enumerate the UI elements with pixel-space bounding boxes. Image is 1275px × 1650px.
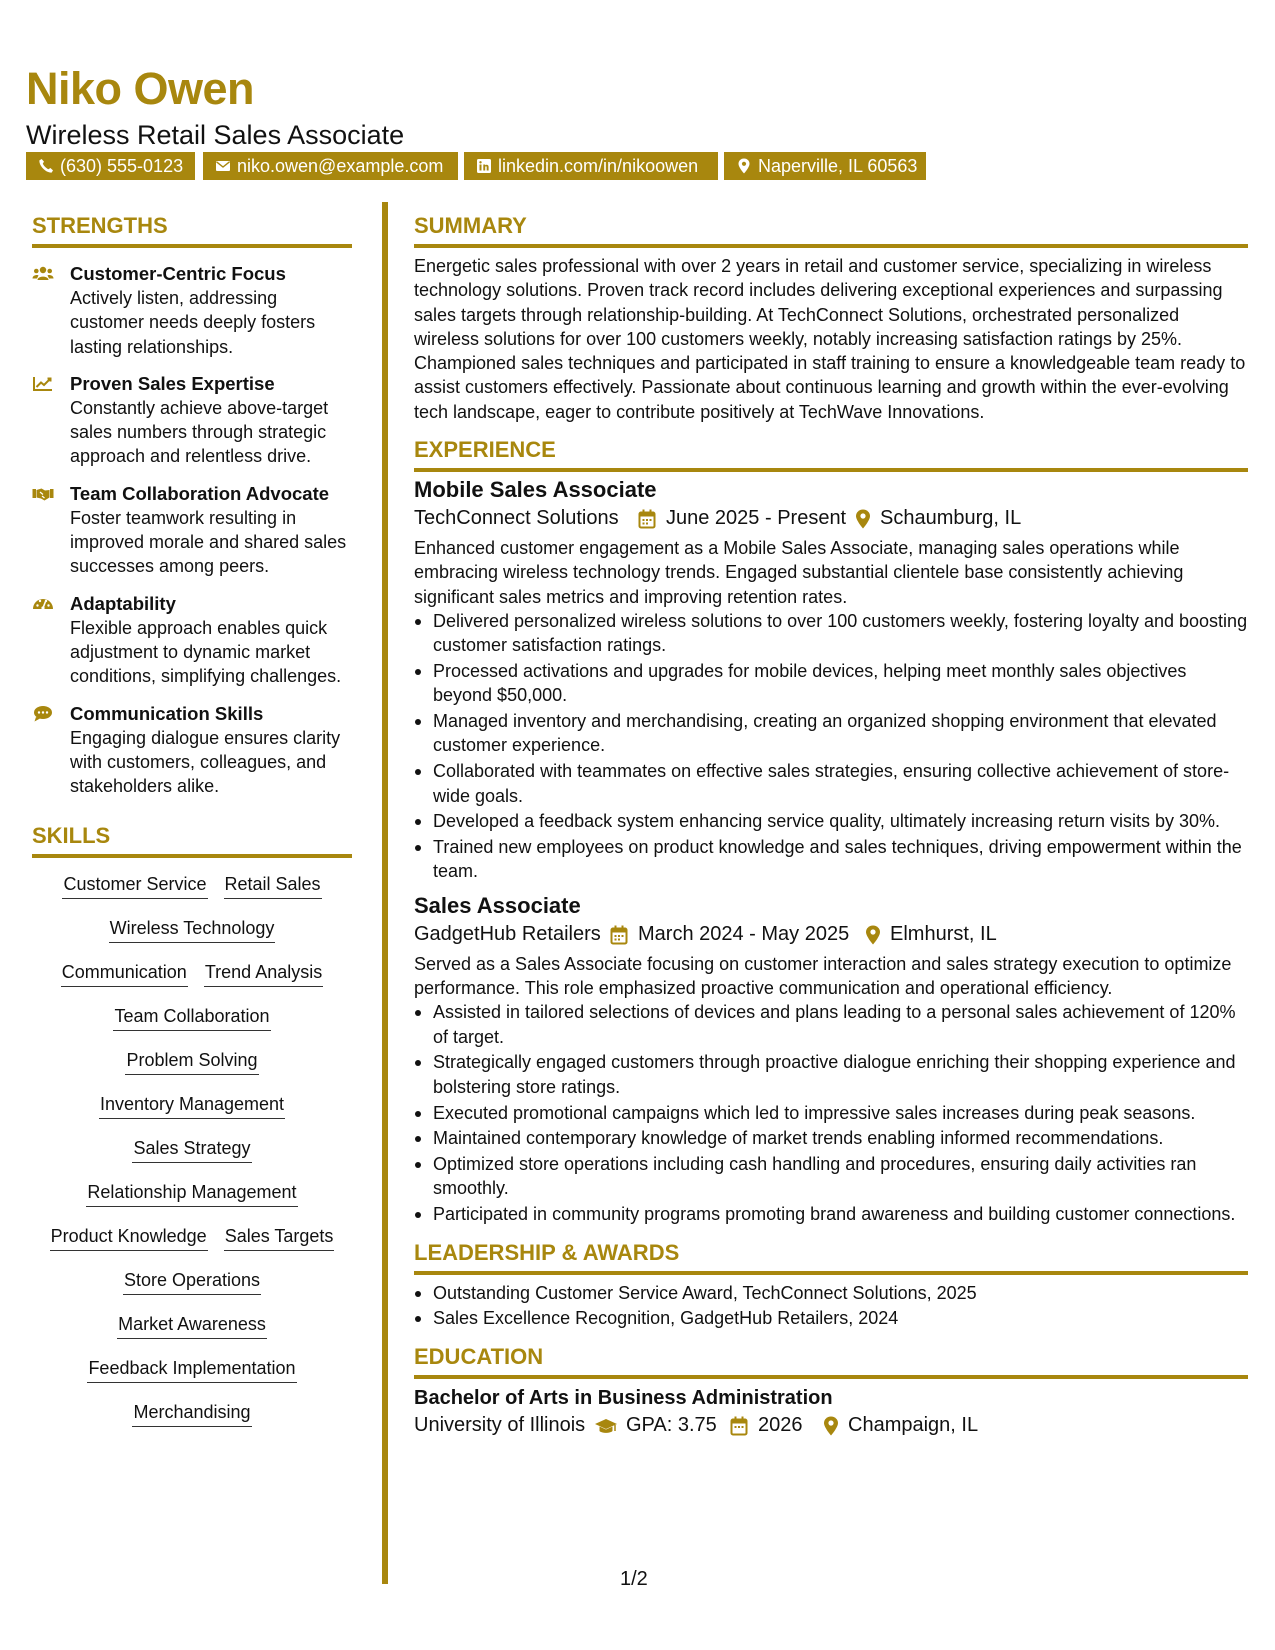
strengths-list [32,262,352,798]
job-location: Schaumburg, IL [880,507,1022,530]
job-title: Sales Associate [414,892,581,918]
strength-title: Customer-Centric Focus [70,263,286,284]
job-bullet: Executed promotional campaigns which led to impressive sales increases during peak seasons. [414,1101,1248,1125]
job-bullet: Strategically engaged customers through proactive dialogue enriching their shopping experience and bolstering store ratings. [414,1050,1248,1099]
contact-email-text: niko.owen@example.com [237,156,444,176]
skills-list [32,872,352,1444]
job-entry [414,476,1248,884]
calendar-icon [638,509,656,529]
strength-item [32,482,352,579]
strength-description: Actively listen, addressing customer needs deeply fosters lasting relationships. [70,288,316,357]
job-bullet: Collaborated with teammates on effective sales strategies, ensuring collective achievement of store-wide goals. [414,759,1248,808]
location-pin-icon [854,509,872,529]
skill-tag: Retail Sales [224,872,322,899]
location-pin-icon [864,925,882,945]
job-bullet: Trained new employees on product knowledge and sales techniques, driving empowerment within the team. [414,835,1248,884]
skills-heading: SKILLS [32,822,352,858]
contact-phone[interactable] [26,152,195,180]
job-description: Served as a Sales Associate focusing on customer interaction and sales strategy execution to optimize performance. This role emphasized proactive communication and operational efficiency. [414,953,1232,999]
education-meta [414,1411,1248,1441]
summary-heading: SUMMARY [414,212,1248,248]
skill-tag: Sales Targets [224,1224,335,1251]
job-title: Mobile Sales Associate [414,477,657,503]
chart-line-icon [32,375,54,393]
job-company: TechConnect Solutions [414,507,619,530]
job-dates: March 2024 - May 2025 [638,922,850,945]
envelope-icon [215,158,231,174]
calendar-icon [610,925,628,945]
job-entry [414,892,1248,1227]
strength-title: Communication Skills [70,702,264,724]
contact-location[interactable] [724,152,926,180]
gauge-icon [32,595,54,613]
strength-title: Proven Sales Expertise [70,372,275,394]
skill-tag: Sales Strategy [132,1136,251,1163]
job-bullets [414,609,1248,884]
skill-tag: Inventory Management [99,1092,285,1119]
strength-description: Foster teamwork resulting in improved morale and shared sales successes among peers. [70,507,347,577]
candidate-name: Niko Owen [26,63,255,114]
strength-description: Engaging dialogue ensures clarity with customers, colleagues, and stakeholders alike. [70,727,341,797]
experience-heading: EXPERIENCE [414,436,1248,472]
contact-phone-text: (630) 555-0123 [60,156,184,176]
contact-linkedin-text: linkedin.com/in/nikoowen [498,156,699,176]
left-column [32,212,352,1444]
award-item: Sales Excellence Recognition, GadgetHub Retailers, 2024 [414,1306,1248,1330]
skill-tag: Team Collaboration [113,1004,270,1031]
awards-list [414,1281,1248,1331]
column-divider [382,202,388,1584]
right-column [414,212,1248,1441]
skill-tag: Merchandising [132,1400,251,1427]
skill-tag: Store Operations [123,1268,261,1295]
job-dates: June 2025 - Present [666,507,847,530]
skill-tag: Communication [61,960,188,987]
education-school: University of Illinois [414,1413,586,1436]
job-bullet: Developed a feedback system enhancing service quality, ultimately increasing return visits by 30%. [414,809,1248,833]
contact-location-text: Naperville, IL 60563 [758,156,918,176]
strength-item [32,702,352,799]
skill-tag: Trend Analysis [204,960,323,987]
education-entry [414,1385,1248,1441]
calendar-icon [730,1416,748,1436]
job-bullet: Processed activations and upgrades for mobile devices, helping meet monthly sales objectives beyond $50,000. [414,659,1248,708]
job-location: Elmhurst, IL [890,922,997,945]
skill-tag: Product Knowledge [50,1224,208,1251]
location-pin-icon [736,158,752,174]
education-degree: Bachelor of Arts in Business Administration [414,1386,833,1409]
skill-tag: Relationship Management [86,1180,297,1207]
skill-tag: Feedback Implementation [87,1356,296,1383]
location-pin-icon [822,1416,840,1436]
strengths-heading: STRENGTHS [32,212,352,248]
job-meta [414,920,1248,950]
candidate-role: Wireless Retail Sales Associate [26,120,405,150]
strength-item [32,592,352,689]
education-location: Champaign, IL [848,1413,979,1436]
speech-bubble-icon [32,705,54,723]
summary-text: Energetic sales professional with over 2 years in retail and customer service, specializing in wireless technology solutions. Proven track record includes delivering exceptional experiences and surpassing sales targets through relationship-building. At TechConnect Solutions, orchestrated personalized wireless solutions for over 100 customers weekly, notably increasing satisfaction ratings by 25%. Championed sales techniques and participated in staff training to ensure a knowledgeable team ready to assist customers effectively. Passionate about continuous learning and growth within the ever-evolving tech landscape, eager to contribute positively at TechWave Innovations. [414,256,1246,422]
contact-email[interactable] [203,152,458,180]
job-bullet: Optimized store operations including cash handling and procedures, ensuring daily activities ran smoothly. [414,1152,1248,1201]
handshake-icon [32,485,54,503]
strength-description: Flexible approach enables quick adjustment to dynamic market conditions, simplifying challenges. [70,617,342,687]
resume-header [26,58,1246,176]
phone-icon [38,158,54,174]
strength-title: Adaptability [70,592,176,614]
strength-item [32,262,352,359]
education-year: 2026 [758,1413,803,1436]
contact-linkedin[interactable] [464,152,718,180]
page-number: 1/2 [620,1568,648,1590]
users-icon [32,265,54,283]
strength-description: Constantly achieve above-target sales numbers through strategic approach and relentless drive. [70,397,329,467]
graduation-cap-icon [594,1416,618,1436]
skill-tag: Wireless Technology [109,916,276,943]
education-heading: EDUCATION [414,1343,1248,1379]
strength-title: Team Collaboration Advocate [70,482,330,504]
skill-tag: Customer Service [62,872,207,899]
skill-tag: Market Awareness [117,1312,267,1339]
job-bullet: Participated in community programs promoting brand awareness and building customer connections. [414,1202,1248,1226]
job-bullet: Delivered personalized wireless solutions to over 100 customers weekly, fostering loyalty and boosting customer satisfaction ratings. [414,609,1248,658]
job-description: Enhanced customer engagement as a Mobile Sales Associate, managing sales operations while embracing wireless technology trends. Engaged substantial clientele base consistently achieving significant sales metrics and improving retention rates. [414,538,1184,607]
job-meta [414,504,1248,534]
job-bullet: Managed inventory and merchandising, creating an organized shopping environment that elevated customer experience. [414,709,1248,758]
education-gpa: GPA: 3.75 [626,1413,717,1436]
skill-tag: Problem Solving [125,1048,258,1075]
job-company: GadgetHub Retailers [414,922,601,945]
linkedin-icon [476,158,492,174]
job-bullet: Maintained contemporary knowledge of market trends enabling informed recommendations. [414,1126,1248,1150]
job-bullets [414,1000,1248,1226]
award-item: Outstanding Customer Service Award, TechConnect Solutions, 2025 [414,1281,1248,1305]
job-bullet: Assisted in tailored selections of devices and plans leading to a personal sales achievement of 120% of target. [414,1000,1248,1049]
awards-heading: LEADERSHIP & AWARDS [414,1239,1248,1275]
strength-item [32,372,352,469]
